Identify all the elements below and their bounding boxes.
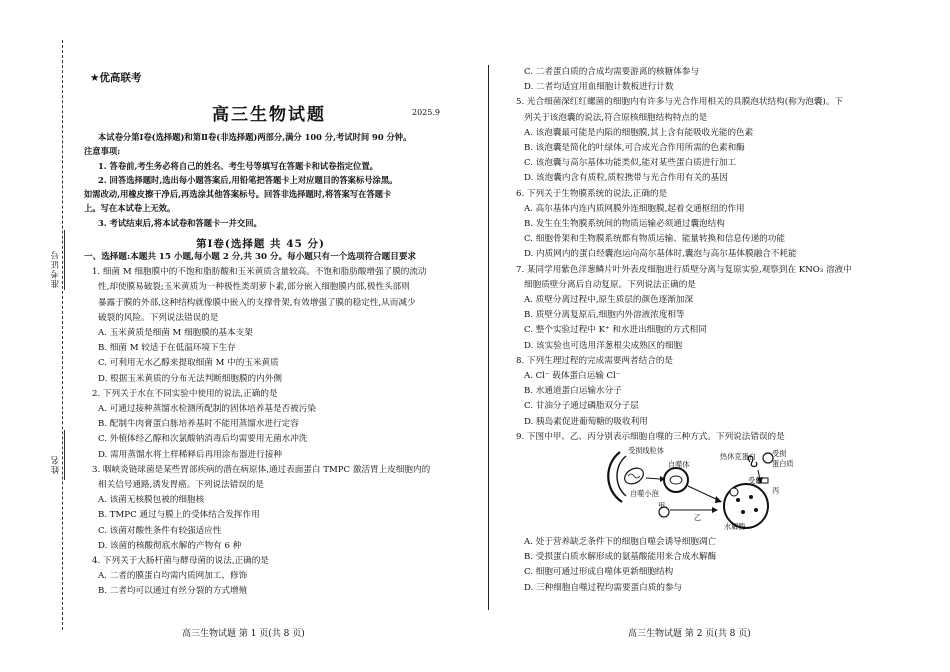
- text-line: B. 配制牛肉膏蛋白胨培养基时不能用蒸馏水进行定容: [98, 419, 299, 430]
- label-autophagic-vesicle: 自噬小泡: [630, 489, 659, 498]
- page-title: 高三生物试题: [212, 105, 326, 125]
- notice-heading: 注意事项:: [84, 146, 121, 156]
- text-line: 5. 光合细菌深红红螺菌的细胞内有许多与光合作用相关的具膜泡状结构(称为泡囊)。下: [516, 97, 844, 108]
- text-line: B. 发生在生物膜系统间的物质运输必须通过囊泡结构: [524, 219, 725, 229]
- text-line: A. 该菌无核膜包被的细胞核: [98, 495, 205, 506]
- text-line: D. 需用蒸馏水将土样稀释后再用涂布器进行接种: [98, 449, 282, 460]
- text-line: 破裂的风险。下列说法错误的是: [98, 312, 219, 323]
- notice-2: 2. 回答选择题时,选出每小题答案后,用铅笔把答题卡上对应题目的答案标号涂黑。: [98, 175, 398, 185]
- text-line: 细胞质壁分离后自动复原。下列说法正确的是: [524, 279, 696, 290]
- label-hydrolase: 水解酶: [724, 522, 746, 531]
- page-1: [84, 0, 474, 672]
- section-title: 第Ⅰ卷(选择题 共 45 分): [196, 238, 325, 250]
- text-line: A. 该泡囊最可能是内陷的细胞膜,其上含有能吸收光能的色素: [524, 127, 754, 138]
- text-line: C. 二者蛋白质的合成均需要游离的核糖体参与: [524, 67, 700, 77]
- text-line: D. 该实验也可选用洋葱根尖成熟区的细胞: [524, 340, 683, 351]
- text-line: D. 三种细胞自噬过程均需要蛋白质的参与: [524, 582, 683, 593]
- exam-id-line: [64, 230, 65, 290]
- name-label: 姓名: [51, 455, 61, 474]
- text-line: 相关信号通路,诱发胃癌。下列说法错误的是: [98, 480, 265, 490]
- page-divider: [488, 65, 489, 610]
- text-line: D. 二者均适宜用血细胞计数板进行计数: [524, 82, 674, 93]
- text-line: A. 玉米黄质是细菌 M 细胞膜的基本支架: [98, 328, 253, 338]
- text-line: 一、选择题:本题共 15 小题,每小题 2 分,共 30 分。每小题只有一个选项符合题目要求: [84, 252, 417, 262]
- text-line: D. 该菌的核酸彻底水解的产物有 6 种: [98, 540, 242, 551]
- intro-line-1: 本试卷分第Ⅰ卷(选择题)和第Ⅱ卷(非选择题)两部分,满分 100 分,考试时间 90 分钟。: [98, 132, 412, 142]
- text-line: 4. 下列关于大肠杆菌与酵母菌的说法,正确的是: [92, 556, 269, 566]
- text-line: B. 细菌 M 较适于在低温环境下生存: [98, 343, 236, 354]
- text-line: C. 细胞骨架和生物膜系统都有物质运输、能量转换和信息传递的功能: [524, 234, 785, 245]
- text-line: D. 胰岛素促进葡萄糖的吸收利用: [524, 416, 648, 427]
- notice-3: 3. 考试结束后,将本试卷和答题卡一并交回。: [98, 218, 262, 228]
- label-receptor: 受体: [748, 476, 763, 485]
- text-line: C. 细胞可通过形成自噬体更新细胞结构: [524, 567, 674, 578]
- label-jia: 甲: [658, 501, 666, 510]
- page-2-footer: 高三生物试题 第 2 页(共 8 页): [628, 629, 751, 639]
- text-line: C. 外植体经乙醇和次氯酸钠消毒后均需要用无菌水冲洗: [98, 434, 308, 445]
- text-line: C. 甘油分子通过磷脂双分子层: [524, 401, 639, 412]
- text-line: 2. 下列关于水在不同实验中使用的说法,正确的是: [92, 388, 278, 399]
- label-damaged-mito: 受损线粒体: [628, 446, 664, 455]
- binding-dashed-line: [62, 40, 63, 630]
- text-line: 3. 咽峡炎链球菌是某些胃部疾病的潜在病原体,通过表面蛋白 TMPC 激活胃上皮细胞内的: [92, 464, 431, 475]
- name-line: [64, 430, 65, 480]
- text-line: A. 质壁分离过程中,原生质层的颜色逐渐加深: [524, 295, 694, 305]
- text-line: C. 该菌对酸性条件有较强适应性: [98, 525, 222, 536]
- text-line: D. 内质网内的蛋白经囊泡运向高尔基体时,囊泡与高尔基体膜融合不耗能: [524, 249, 797, 260]
- text-line: C. 该泡囊与高尔基体功能类似,能对某些蛋白质进行加工: [524, 158, 737, 169]
- brand-label: ★优高联考: [90, 72, 142, 84]
- page-1-footer: 高三生物试题 第 1 页(共 8 页): [182, 629, 305, 639]
- label-bing: 丙: [772, 486, 780, 495]
- notice-2-cont: 如需改动,用橡皮擦干净后,再选涂其他答案标号。回答非选择题时,将答案写在答题卡: [84, 189, 392, 199]
- label-damaged: 受损: [772, 449, 787, 458]
- text-line: A. Cl⁻ 载体蛋白运输 Cl⁻: [524, 371, 621, 381]
- text-line: A. 二者的膜蛋白均需内质网加工、修饰: [98, 571, 248, 582]
- text-line: B. TMPC 通过与膜上的受体结合发挥作用: [98, 510, 260, 521]
- notice-1: 1. 答卷前,考生务必将自己的姓名、考生号等填写在答题卡和试卷指定位置。: [98, 161, 378, 171]
- text-line: B. 二者均可以通过有丝分裂的方式增殖: [98, 586, 248, 597]
- label-yi: 乙: [694, 513, 702, 522]
- text-line: 暴露于膜的外部,这种结构就像膜中嵌入的支撑骨架,有效增强了膜的稳定性,从而减少: [98, 297, 416, 308]
- text-line: 9. 下图中甲、乙、丙分别表示细胞自噬的三种方式。下列说法错误的是: [516, 431, 785, 442]
- page-2: [510, 0, 910, 672]
- text-line: 8. 下列生理过程的完成需要两者结合的是: [516, 355, 674, 366]
- text-line: A. 可通过接种蒸馏水检测所配制的固体培养基是否被污染: [98, 404, 316, 414]
- text-line: A. 处于营养缺乏条件下的细胞自噬会诱导细胞凋亡: [524, 537, 717, 547]
- label-protein: 蛋白质: [772, 459, 794, 468]
- text-line: 性,却使膜易破裂;玉米黄质为一种极性类胡萝卜素,部分嵌入细胞膜内部,极性头部则: [98, 282, 410, 293]
- text-line: C. 可利用无水乙醇来提取细菌 M 中的玉米黄质: [98, 358, 279, 369]
- text-line: 列关于该泡囊的说法,符合原核细胞结构特点的是: [524, 112, 708, 123]
- notice-2-end: 上。写在本试卷上无效。: [84, 203, 176, 213]
- text-line: 6. 下列关于生物膜系统的说法,正确的是: [516, 188, 668, 199]
- text-line: 7. 某同学用紫色洋葱鳞片叶外表皮细胞进行质壁分离与复原实验,观察到在 KNO₃ 溶液中: [516, 264, 852, 275]
- exam-date: 2025.9: [412, 108, 440, 117]
- text-line: B. 水通道蛋白运输水分子: [524, 386, 622, 397]
- text-line: 1. 细菌 M 细胞膜中的不饱和脂肪酸和玉米黄质含量较高。不饱和脂肪酸增强了膜的流动: [92, 267, 427, 278]
- text-line: A. 高尔基体内连内质网膜外连细胞膜,起着交通枢纽的作用: [524, 203, 745, 214]
- text-line: B. 该泡囊是简化的叶绿体,可合成光合作用所需的色素和酶: [524, 143, 745, 153]
- exam-id-label: 准考证号: [51, 250, 61, 288]
- label-heat-shock: 热休克蛋白: [720, 452, 756, 461]
- text-line: D. 该泡囊内含有质粒,质粒携带与光合作用有关的基因: [524, 173, 728, 184]
- label-autophagosome: 自噬体: [668, 460, 690, 469]
- text-line: B. 质壁分离复原后,细胞内外溶液浓度相等: [524, 310, 685, 321]
- text-line: D. 根据玉米黄质的分布无法判断细胞膜的内外侧: [98, 373, 282, 384]
- text-line: C. 整个实验过程中 K⁺ 和水进出细胞的方式相同: [524, 325, 707, 336]
- text-line: B. 受损蛋白质水解形成的氨基酸能用来合成水解酶: [524, 552, 717, 563]
